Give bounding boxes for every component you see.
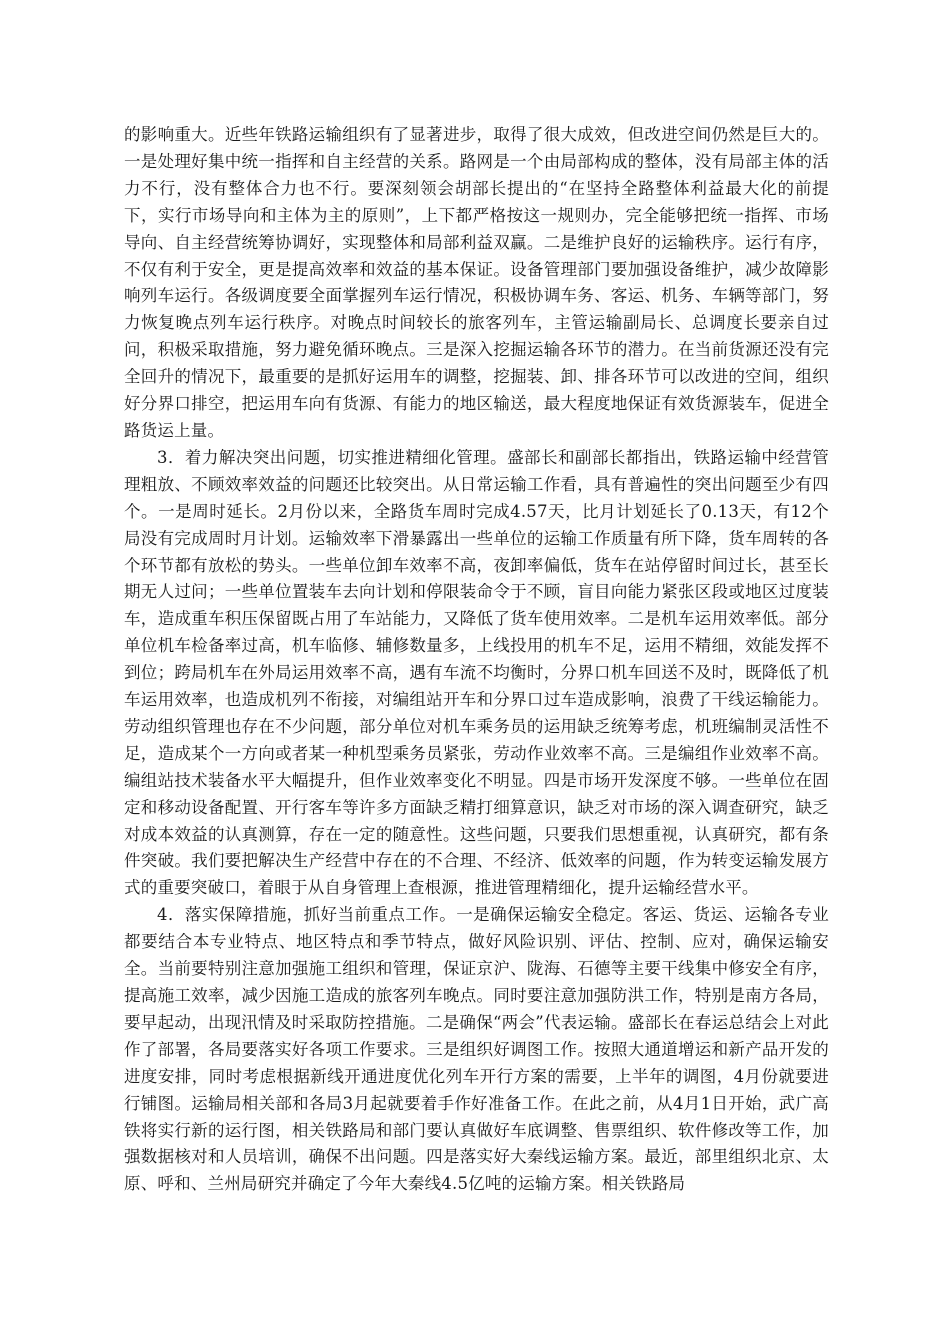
paragraph-section-3: 3．着力解决突出问题，切实推进精细化管理。盛部长和副部长都指出，铁路运输中经营管理粗放、不顾效率效益的问题还比较突出。从日常运输工作看，具有普遍性的突出问题至少有四个。一是周时延长。2月份以来，全路货车周时完成4.57天，比月计划延长了0.13天，有12个局没有完成周时月计划。运输效率下滑暴露出一些单位的运输工作质量有所下降，货车周转的各个环节都有放松的势头。一些单位卸车效率不高，夜卸率偏低，货车在站停留时间过长，甚至长期无人过问；一些单位置装车去向计划和停限装命令于不顾，盲目向能力紧张区段或地区过度装车，造成重车积压保留既占用了车站能力，又降低了货车使用效率。二是机车运用效率低。部分单位机车检备率过高，机车临修、辅修数量多，上线投用的机车不足，运用不精细，效能发挥不到位；跨局机车在外局运用效率不高，遇有车流不均衡时，分界口机车回送不及时，既降低了机车运用效率，也造成机列不衔接，对编组站开车和分界口过车造成影响，浪费了干线运输能力。劳动组织管理也存在不少问题，部分单位对机车乘务员的运用缺乏统筹考虑，机班编制灵活性不足，造成某个一方向或者某一种机型乘务员紧张，劳动作业效率不高。三是编组作业效率不高。编组站技术装备水平大幅提升，但作业效率变化不明显。四是市场开发深度不够。一些单位在固定和移动设备配置、开行客车等许多方面缺乏精打细算意识，缺乏对市场的深入调查研究，缺乏对成本效益的认真测算，存在一定的随意性。这些问题，只要我们思想重视，认真研究，都有条件突破。我们要把解决生产经营中存在的不合理、不经济、低效率的问题，作为转变运输发展方式的重要突破口，着眼于从自身管理上查根源，推进管理精细化，提升运输经营水平。: [124, 447, 829, 898]
document-page: [124, 122, 829, 1198]
paragraph-continuation: 的影响重大。近些年铁路运输组织有了显著进步，取得了很大成效，但改进空间仍然是巨大的。一是处理好集中统一指挥和自主经营的关系。路网是一个由局部构成的整体，没有局部主体的活力不行，没有整体合力也不行。要深刻领会胡部长提出的“在坚持全路整体利益最大化的前提下，实行市场导向和主体为主的原则”，上下都严格按这一规则办，完全能够把统一指挥、市场导向、自主经营统筹协调好，实现整体和局部利益双赢。二是维护良好的运输秩序。运行有序，不仅有利于安全，更是提高效率和效益的基本保证。设备管理部门要加强设备维护，减少故障影响列车运行。各级调度要全面掌握列车运行情况，积极协调车务、客运、机务、车辆等部门，努力恢复晚点列车运行秩序。对晚点时间较长的旅客列车，主管运输副局长、总调度长要亲自过问，积极采取措施，努力避免循环晚点。三是深入挖掘运输各环节的潜力。在当前货源还没有完全回升的情况下，最重要的是抓好运用车的调整，挖掘装、卸、排各环节可以改进的空间，组织好分界口排空，把运用车向有货源、有能力的地区输送，最大程度地保证有效货源装车，促进全路货运上量。: [124, 125, 829, 440]
paragraph-section-4: 4．落实保障措施，抓好当前重点工作。一是确保运输安全稳定。客运、货运、运输各专业都要结合本专业特点、地区特点和季节特点，做好风险识别、评估、控制、应对，确保运输安全。当前要特别注意加强施工组织和管理，保证京沪、陇海、石德等主要干线集中修安全有序，提高施工效率，减少因施工造成的旅客列车晚点。同时要注意加强防洪工作，特别是南方各局，要早起动，出现汛情及时采取防控措施。二是确保“两会”代表运输。盛部长在春运总结会上对此作了部署，各局要落实好各项工作要求。三是组织好调图工作。按照大通道增运和新产品开发的进度安排，同时考虑根据新线开通进度优化列车开行方案的需要，上半年的调图，4月份就要进行铺图。运输局相关部和各局3月起就要着手作好准备工作。在此之前，从4月1日开始，武广高铁将实行新的运行图，相关铁路局和部门要认真做好车底调整、售票组织、软件修改等工作，加强数据核对和人员培训，确保不出问题。四是落实好大秦线运输方案。最近，部里组织北京、太原、呼和、兰州局研究并确定了今年大秦线4.5亿吨的运输方案。相关铁路局: [124, 905, 829, 1194]
